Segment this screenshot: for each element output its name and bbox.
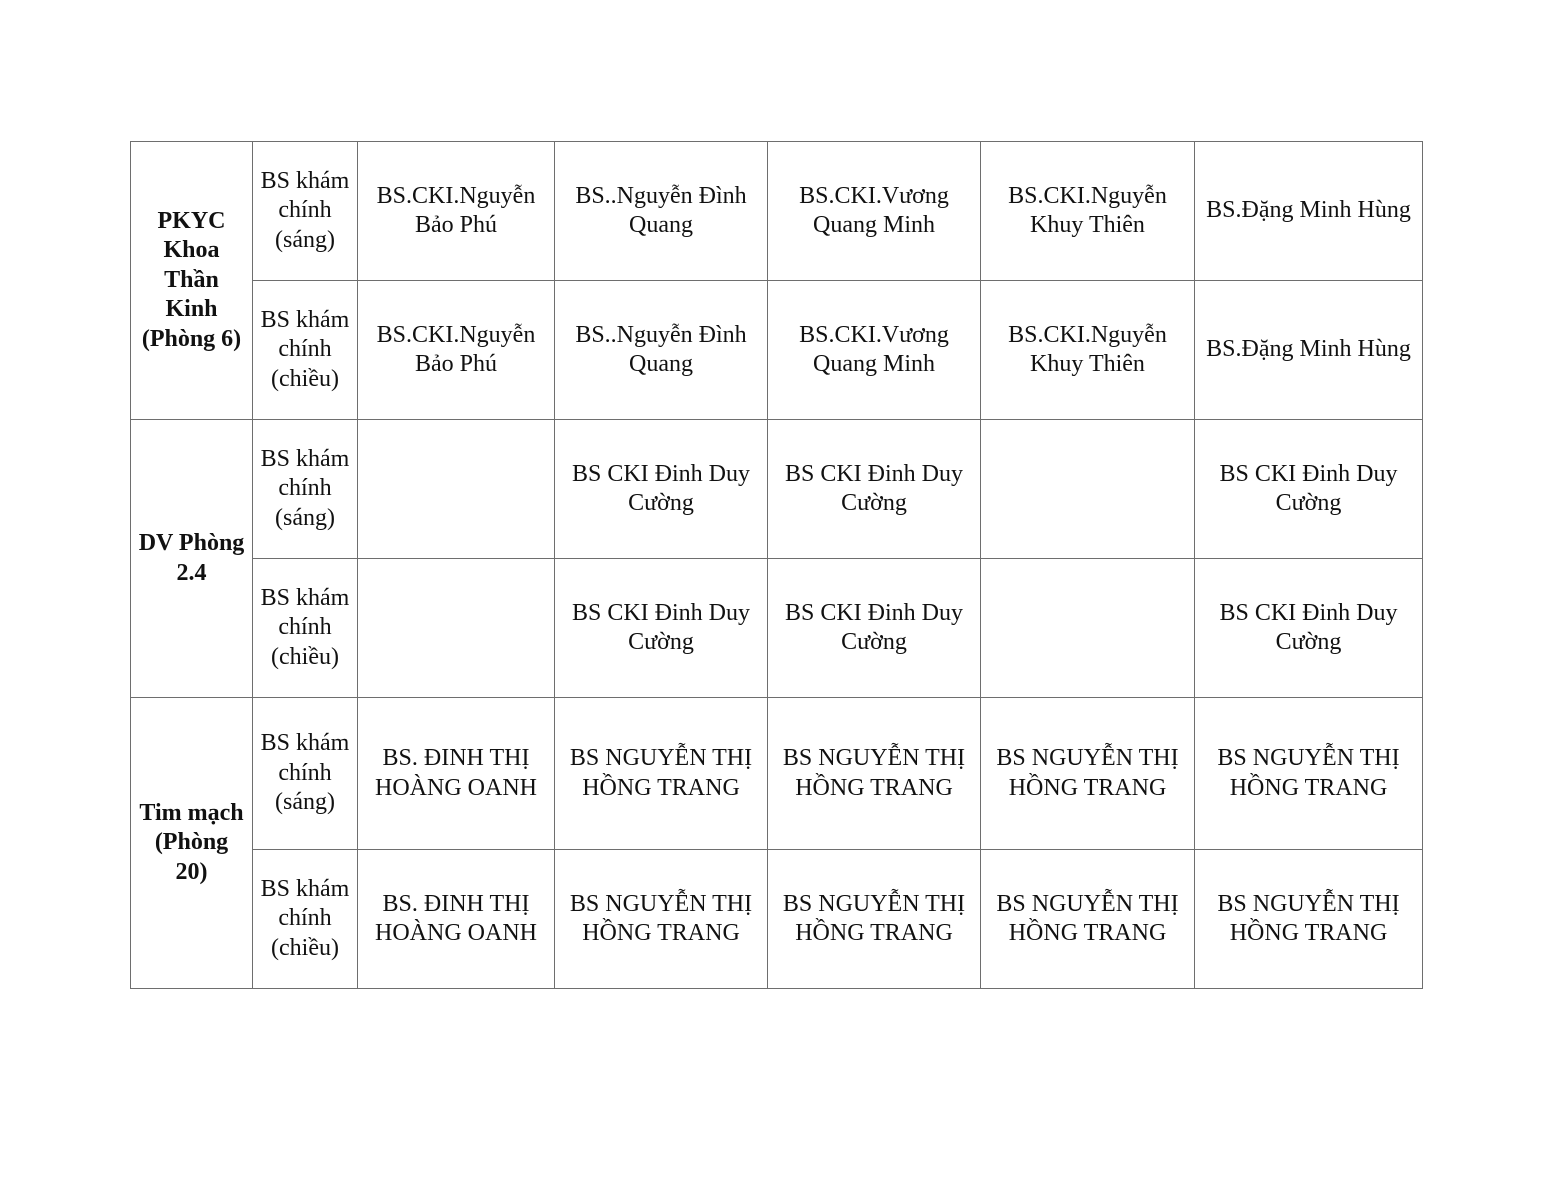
- table-row: [131, 420, 1423, 559]
- doctor-schedule-table: [130, 141, 1423, 989]
- doctor-cell: BS.CKI.Nguyễn Khuy Thiên: [981, 281, 1195, 420]
- doctor-cell: [358, 559, 555, 698]
- table-row: [131, 850, 1423, 989]
- doctor-cell: BS.Đặng Minh Hùng: [1195, 142, 1423, 281]
- table-row: [131, 281, 1423, 420]
- table-row: [131, 698, 1423, 850]
- shift-cell: BS khám chính (chiều): [253, 559, 358, 698]
- shift-cell: BS khám chính (sáng): [253, 142, 358, 281]
- doctor-cell: [981, 420, 1195, 559]
- doctor-cell: BS NGUYỄN THỊ HỒNG TRANG: [981, 850, 1195, 989]
- doctor-cell: BS.Đặng Minh Hùng: [1195, 281, 1423, 420]
- shift-cell: BS khám chính (sáng): [253, 698, 358, 850]
- doctor-cell: BS NGUYỄN THỊ HỒNG TRANG: [1195, 698, 1423, 850]
- doctor-cell: BS NGUYỄN THỊ HỒNG TRANG: [555, 850, 768, 989]
- doctor-cell: BS CKI Đinh Duy Cường: [1195, 420, 1423, 559]
- doctor-cell: BS CKI Đinh Duy Cường: [768, 420, 981, 559]
- doctor-cell: BS CKI Đinh Duy Cường: [555, 559, 768, 698]
- doctor-cell: BS.CKI.Nguyễn Bảo Phú: [358, 142, 555, 281]
- department-cell: PKYC Khoa Thần Kinh (Phòng 6): [131, 142, 253, 420]
- department-cell: DV Phòng 2.4: [131, 420, 253, 698]
- doctor-cell: BS.CKI.Nguyễn Bảo Phú: [358, 281, 555, 420]
- doctor-cell: BS NGUYỄN THỊ HỒNG TRANG: [1195, 850, 1423, 989]
- doctor-cell: BS.CKI.Vương Quang Minh: [768, 281, 981, 420]
- doctor-cell: [358, 420, 555, 559]
- doctor-cell: BS CKI Đinh Duy Cường: [1195, 559, 1423, 698]
- doctor-cell: [981, 559, 1195, 698]
- doctor-cell: BS..Nguyễn Đình Quang: [555, 281, 768, 420]
- shift-cell: BS khám chính (chiều): [253, 850, 358, 989]
- doctor-cell: BS. ĐINH THỊ HOÀNG OANH: [358, 698, 555, 850]
- doctor-cell: BS NGUYỄN THỊ HỒNG TRANG: [768, 850, 981, 989]
- table-row: [131, 142, 1423, 281]
- doctor-cell: BS NGUYỄN THỊ HỒNG TRANG: [768, 698, 981, 850]
- shift-cell: BS khám chính (chiều): [253, 281, 358, 420]
- doctor-cell: BS CKI Đinh Duy Cường: [768, 559, 981, 698]
- doctor-cell: BS.CKI.Vương Quang Minh: [768, 142, 981, 281]
- table-row: [131, 559, 1423, 698]
- doctor-cell: BS. ĐINH THỊ HOÀNG OANH: [358, 850, 555, 989]
- doctor-cell: BS NGUYỄN THỊ HỒNG TRANG: [981, 698, 1195, 850]
- doctor-cell: BS..Nguyễn Đình Quang: [555, 142, 768, 281]
- doctor-cell: BS.CKI.Nguyễn Khuy Thiên: [981, 142, 1195, 281]
- shift-cell: BS khám chính (sáng): [253, 420, 358, 559]
- doctor-cell: BS NGUYỄN THỊ HỒNG TRANG: [555, 698, 768, 850]
- department-cell: Tim mạch (Phòng 20): [131, 698, 253, 989]
- doctor-cell: BS CKI Đinh Duy Cường: [555, 420, 768, 559]
